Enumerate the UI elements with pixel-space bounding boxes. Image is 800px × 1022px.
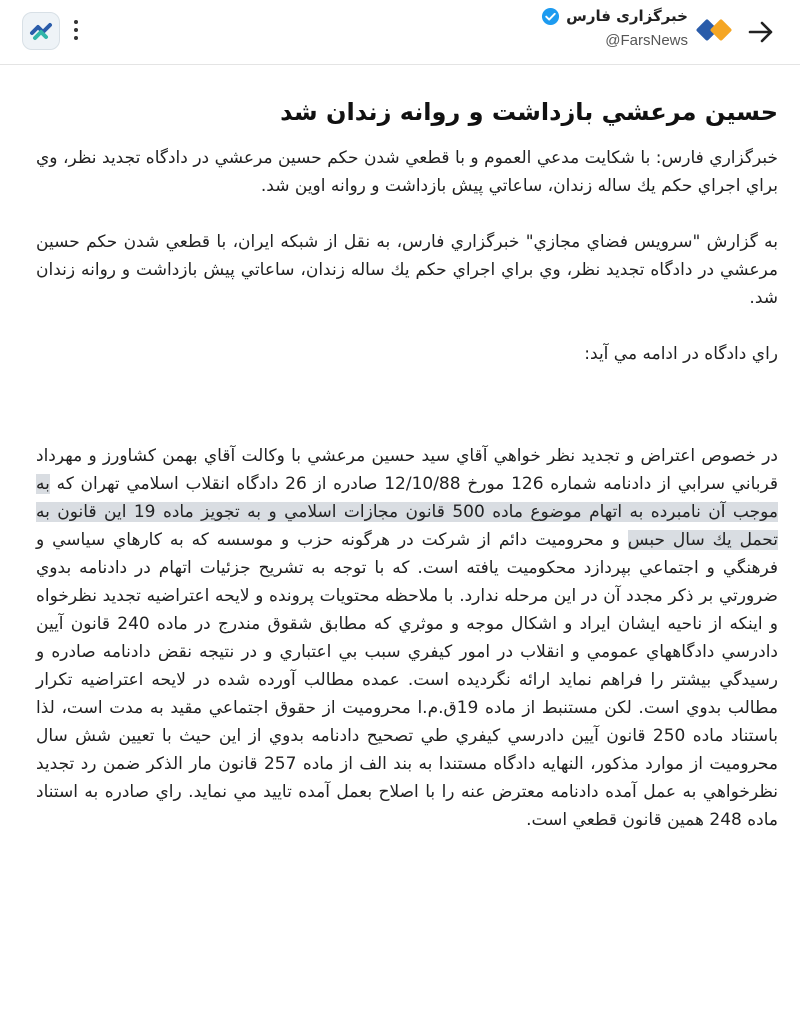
article: [36, 90, 778, 834]
arrow-right-icon: [744, 16, 778, 48]
article-paragraph-3: راي دادگاه در ادامه مي آيد:: [584, 344, 778, 364]
verified-badge-icon: [541, 7, 560, 26]
highlighted-text[interactable]: به موجب آن نامبرده به اتهام موضوع ماده 500 قانون مجازات اسلامي و به تجويز ماده 19 اين قانون به تحمل يك سال حبس: [36, 474, 778, 550]
app-switcher-button[interactable]: [22, 12, 60, 50]
account-info[interactable]: [541, 6, 688, 49]
account-name-row: [541, 6, 688, 26]
article-paragraph-4: [36, 442, 778, 834]
fars-news-logo[interactable]: [696, 14, 738, 46]
article-title: حسين مرعشي بازداشت و روانه زندان شد: [280, 98, 778, 126]
account-handle: @FarsNews: [605, 32, 688, 49]
article-paragraph-1: خبرگزاري فارس: با شكايت مدعي العموم و با قطعي شدن حكم حسين مرعشي در دادگاه تجديد نظر، وي براي اجراي حكم يك ساله زندان، ساعاتي پيش بازداشت و روانه اوين شد.: [36, 148, 778, 196]
paragraph-4-text-end: و محروميت دائم از شركت در هرگونه حزب و موسسه كه به كارهاي سياسي و فرهنگي و اجتماعي بپردازد محكوميت يافته است. كه با توجه به تشريح جزئيات اتهام در دادنامه بدوي ضرورتي بر ذكر مجدد آن در اين مرحله ندارد. با ملاحظه محتويات پرونده و لايحه اعتراضيه تجديد نظرخواه و اينكه از ناحيه ايشان ايراد و اشكال موجه و موثري كه مطابق شقوق مندرج در ماده 240 قانون آيين دادرسي دادگاههاي عمومي و انقلاب در امور كيفري سبب بي اعتباري و در نتيجه نقض دادنامه صادره و رسيدگي بيشتر را فراهم نمايد ارائه نگرديده است. عمده مطالب آورده شده در لايحه اعتراضيه تكرار مطالب بدوي است. لكن مستنبط از ماده 19ق.م.ا محروميت از حقوق اجتماعي مقيد به مدت است، لذا باستناد ماده 250 قانون آيين دادرسي كيفري طي تصحيح دادنامه بدوي از اين حيث با تعيين شش سال محروميت از موارد مذكور، النهايه دادگاه مستندا به بند الف از ماده 257 قانون مار الذكر ضمن رد تجديد نظرخواهي به عمل آمده دادنامه معترض عنه را با اصلاح بعمل آمده تاييد مي نمايد. راي صادره به استناد ماده 248 همين قانون قطعي است.: [36, 530, 778, 830]
app-logo-icon: [23, 13, 59, 49]
app-header: [0, 0, 800, 65]
article-paragraph-2: به گزارش "سرويس فضاي مجازي" خبرگزاري فارس، به نقل از شبكه ايران، با قطعي شدن حكم حسين مرعشي در دادگاه تجديد نظر، وي براي اجراي حكم يك ساله زندان، ساعاتي پيش بازداشت و روانه زندان شد.: [36, 232, 778, 308]
account-name: خبرگزاری فارس: [566, 7, 688, 25]
paragraph-4-text-start: در خصوص اعتراض و تجديد نظر خواهي آقاي سيد حسين مرعشي با وكالت آقاي بهمن كشاورز و مهرداد قرباني سرابي از دادنامه شماره 126 مورخ 12/10/88 صادره از 26 دادگاه انقلاب اسلامي تهران كه: [36, 446, 778, 494]
back-button[interactable]: [744, 16, 778, 48]
more-vertical-icon: [74, 20, 78, 24]
more-options-button[interactable]: [66, 16, 86, 46]
